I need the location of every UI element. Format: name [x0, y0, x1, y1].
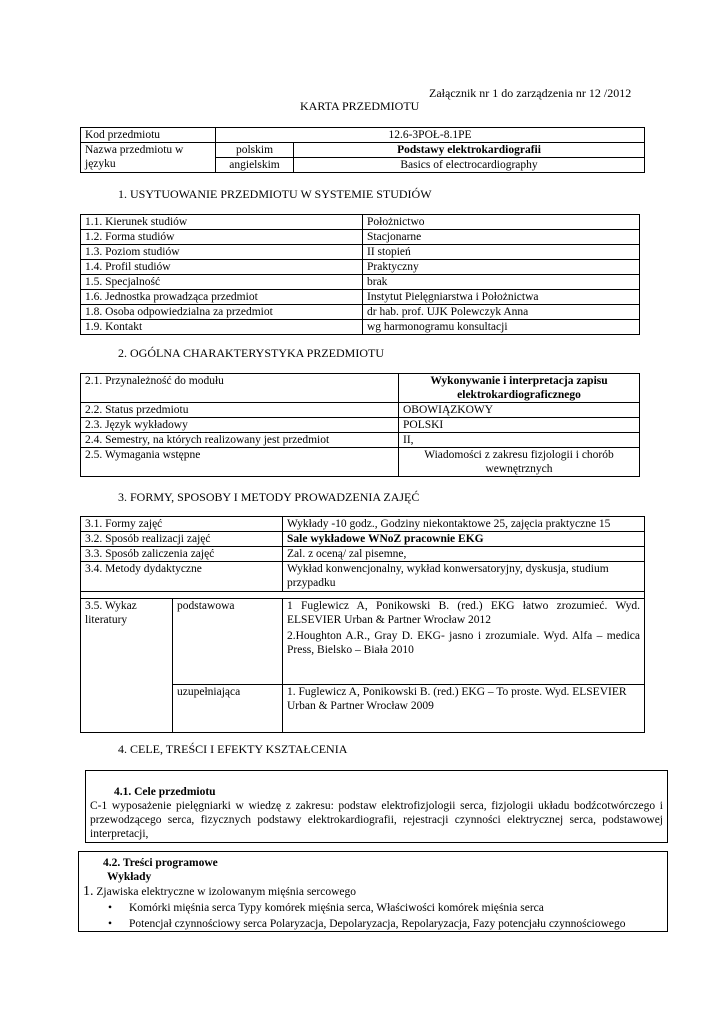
supp-literature-label: uzupełniająca — [173, 685, 283, 733]
s1-value: II stopień — [363, 245, 640, 260]
s1-label: 1.5. Specjalność — [81, 275, 363, 290]
content-box — [78, 851, 668, 932]
page-title: KARTA PRZEDMIOTU — [300, 99, 420, 113]
s3-value: Wykłady -10 godz., Godziny niekontaktowe 25, zajęcia praktyczne 15 — [283, 517, 645, 532]
section2-heading: 2. OGÓLNA CHARAKTERYSTYKA PRZEDMIOTU — [118, 346, 385, 360]
s2-value: Wiadomości z zakresu fizjologii i chorób wewnętrznych — [399, 448, 640, 477]
s1-label: 1.4. Profil studiów — [81, 260, 363, 275]
s1-label: 1.1. Kierunek studiów — [81, 215, 363, 230]
s1-label: 1.3. Poziom studiów — [81, 245, 363, 260]
goals-box — [85, 770, 668, 843]
bullet-icon: • — [108, 902, 113, 914]
name-label: Nazwa przedmiotu w języku — [81, 143, 216, 173]
s1-label: 1.2. Forma studiów — [81, 230, 363, 245]
code-label: Kod przedmiotu — [81, 128, 216, 143]
lang-pl-label: polskim — [216, 143, 294, 158]
s1-value: Instytut Pielęgniarstwa i Położnictwa — [363, 290, 640, 305]
name-en: Basics of electrocardiography — [294, 158, 645, 173]
section1-table — [80, 214, 640, 335]
s2-value-module: Wykonywanie i interpretacja zapisu elektrokardiograficznego — [399, 374, 640, 403]
bullet-text: Potencjał czynnościowy serca Polaryzacja, Depolaryzacja, Repolaryzacja, Fazy potencjału czynnościowego — [129, 918, 626, 930]
s3-label: 3.2. Sposób realizacji zajęć — [81, 532, 283, 547]
section3-heading: 3. FORMY, SPOSOBY I METODY PROWADZENIA ZAJĘĆ — [118, 490, 420, 504]
goals-text: C-1 wyposażenie pielęgniarki w wiedzę z zakresu: podstaw elektrofizjologii serca, fizjologii układu bodźcotwórczego i przewodzącego serca, fizycznych podstawy elektrokardiografii, rejestracji czynności elektrycznej serca, podstawowej interpretacji, — [90, 800, 663, 840]
subject-table — [80, 127, 645, 173]
s3-value: Zal. z oceną/ zal pisemne, — [283, 547, 645, 562]
s2-label: 2.2. Status przedmiotu — [81, 403, 399, 418]
content-title: 4.2. Treści programowe — [103, 857, 218, 869]
bullet-icon: • — [108, 918, 113, 930]
lecture-bullets — [83, 900, 663, 932]
s3-label: 3.1. Formy zajęć — [81, 517, 283, 532]
s3-value: Wykład konwencjonalny, wykład konwersatoryjny, dyskusja, studium przypadku — [283, 562, 645, 592]
lectures-title: Wykłady — [107, 871, 152, 883]
s1-label: 1.6. Jednostka prowadząca przedmiot — [81, 290, 363, 305]
s1-value: brak — [363, 275, 640, 290]
s2-label: 2.1. Przynależność do modułu — [81, 374, 399, 403]
s1-label: 1.8. Osoba odpowiedzialna za przedmiot — [81, 305, 363, 320]
section2-table — [80, 373, 640, 477]
code-value: 12.6-3POŁ-8.1PE — [216, 128, 645, 143]
s2-label: 2.5. Wymagania wstępne — [81, 448, 399, 477]
list-item — [83, 916, 663, 932]
s1-value: dr hab. prof. UJK Polewczyk Anna — [363, 305, 640, 320]
basic-literature — [283, 599, 645, 685]
lecture-item-1 — [83, 884, 663, 900]
spacer-row — [81, 592, 645, 599]
lecture-item-1-text: Zjawiska elektryczne w izolowanym mięśnia sercowego — [93, 886, 356, 898]
s1-value: Stacjonarne — [363, 230, 640, 245]
supp-literature-1: 1. Fuglewicz A, Ponikowski B. (red.) EKG – To proste. Wyd. ELSEVIER Urban & Partner Wrocław 2009 — [283, 685, 645, 733]
literature-label: 3.5. Wykaz literatury — [81, 599, 173, 733]
section1-heading: 1. USYTUOWANIE PRZEDMIOTU W SYSTEMIE STUDIÓW — [118, 187, 432, 201]
s2-value: OBOWIĄZKOWY — [399, 403, 640, 418]
s2-label: 2.4. Semestry, na których realizowany jest przedmiot — [81, 433, 399, 448]
s1-value: Praktyczny — [363, 260, 640, 275]
name-pl: Podstawy elektrokardiografii — [294, 143, 645, 158]
basic-literature-1: 1 Fuglewicz A, Ponikowski B. (red.) EKG łatwo zrozumieć. Wyd. ELSEVIER Urban & Partner Wrocław 2012 — [287, 600, 640, 626]
s3-label: 3.3. Sposób zaliczenia zajęć — [81, 547, 283, 562]
lang-en-label: angielskim — [216, 158, 294, 173]
basic-literature-label: podstawowa — [173, 599, 283, 685]
goals-title: 4.1. Cele przedmiotu — [114, 786, 216, 798]
section3-table — [80, 516, 645, 733]
list-item — [83, 900, 663, 916]
lecture-item-1-number: 1. — [83, 884, 94, 899]
s3-label: 3.4. Metody dydaktyczne — [81, 562, 283, 592]
attachment-note: Załącznik nr 1 do zarządzenia nr 12 /2012 — [429, 86, 632, 100]
s3-value: Sale wykładowe WNoZ pracownie EKG — [283, 532, 645, 547]
s2-value: POLSKI — [399, 418, 640, 433]
s2-value: II, — [399, 433, 640, 448]
s2-label: 2.3. Język wykładowy — [81, 418, 399, 433]
s1-value: wg harmonogramu konsultacji — [363, 320, 640, 335]
section4-heading: 4. CELE, TREŚCI I EFEKTY KSZTAŁCENIA — [118, 742, 348, 756]
s1-value: Położnictwo — [363, 215, 640, 230]
bullet-text: Komórki mięśnia serca Typy komórek mięśnia serca, Właściwości komórek mięśnia serca — [129, 902, 544, 914]
basic-literature-2: 2.Houghton A.R., Gray D. EKG- jasno i zrozumiale. Wyd. Alfa – medica Press, Bielsko – Biała 2010 — [287, 630, 640, 656]
s1-label: 1.9. Kontakt — [81, 320, 363, 335]
